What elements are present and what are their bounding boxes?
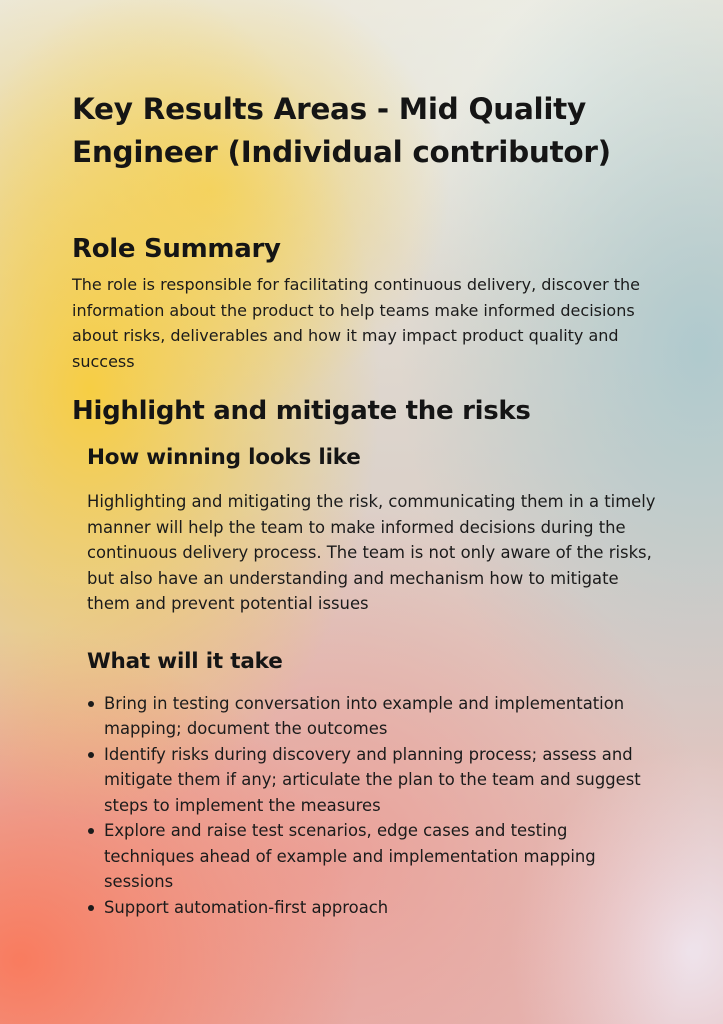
list-item [87, 895, 657, 921]
take-heading: What will it take [87, 648, 283, 674]
bullet-dot-icon [88, 701, 94, 707]
bullet-dot-icon [88, 752, 94, 758]
list-item-text: Explore and raise test scenarios, edge cases and testing techniques ahead of example and implementation mapping sessions [104, 821, 596, 891]
role-summary-heading: Role Summary [72, 234, 281, 264]
list-item-text: Identify risks during discovery and planning process; assess and mitigate them if any; articulate the plan to the team and suggest steps to implement the measures [104, 744, 641, 815]
bullet-dot-icon [88, 905, 94, 911]
list-item [87, 818, 657, 895]
list-item-text: Support automation-first approach [104, 897, 389, 917]
list-item [87, 742, 657, 819]
risks-section-body [87, 443, 657, 920]
list-item [87, 691, 657, 742]
bullet-dot-icon [88, 828, 94, 834]
risks-section-heading: Highlight and mitigate the risks [72, 396, 531, 426]
take-list [87, 691, 657, 921]
role-summary-text: The role is responsible for facilitating continuous delivery, discover the information about the product to help teams make informed decisions about risks, deliverables and how it may impact product quality and success [72, 275, 640, 371]
document-page [72, 88, 662, 920]
list-item-text: Bring in testing conversation into example and implementation mapping; document the outcomes [104, 693, 625, 738]
winning-heading: How winning looks like [87, 445, 361, 470]
document-title: Key Results Areas - Mid Quality Engineer (Individual contributor) [72, 92, 611, 169]
winning-text: Highlighting and mitigating the risk, communicating them in a timely manner will help the team to make informed decisions during the continuous delivery process. The team is not only aware of the risks, but also have an understanding and mechanism how to mitigate them and prevent potential issues [87, 492, 656, 613]
